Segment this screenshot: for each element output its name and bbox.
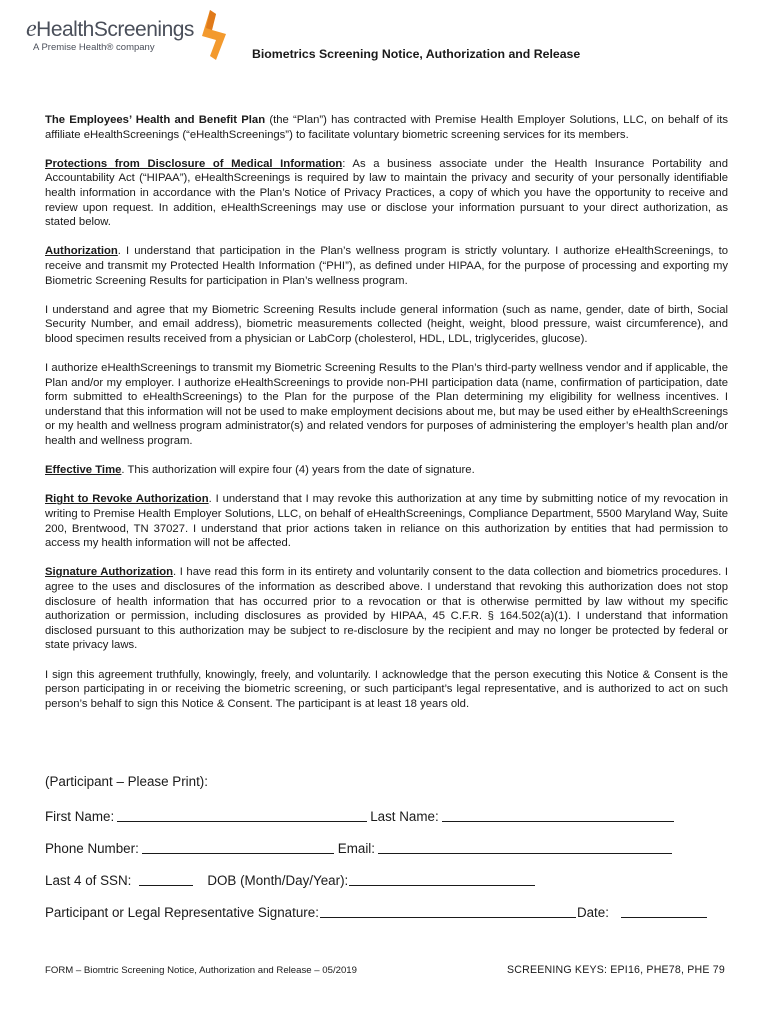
signature-row [45,903,710,920]
signature-field[interactable] [320,903,576,918]
form-identifier: FORM – Biomtric Screening Notice, Authorization and Release – 05/2019 [45,965,357,976]
agreement-paragraph: I sign this agreement truthfully, knowingly, freely, and voluntarily. I acknowledge that the person executing this Notice & Consent is the person participating in or receiving the biometric screening, or such participant’s legal representative, and is authorized to act on such person’s behalf to sign this Notice & Consent. The participant is at least 18 years old. [45,668,728,710]
contact-row [45,839,675,856]
form-instruction-text: (Participant – Please Print): [45,774,208,789]
plan-name: The Employees’ Health and Benefit Plan [45,114,266,126]
form-instruction [45,774,208,789]
ssn-field[interactable] [139,871,193,886]
effective-heading: Effective Time [45,464,122,477]
logo-wordmark-rest: HealthScreenings [36,18,194,41]
dob-label: DOB (Month/Day/Year): [207,873,349,888]
signature-authorization-text: . I have read this form in its entirety and voluntarily consent to the data collection and biometrics procedures. I agree to the uses and disclosures of the information as described above. I understand that revoking this authorization does not stop disclosure of health information that has occurred prior to a revocation or that is otherwise permitted by law without my specific authorization or permission, including disclosures as provided by HIPAA, 45 C.F.R. § 164.502(a)(1). I understand that information disclosed pursuant to this authorization may be subject to re-disclosure by the recipient and may no longer be protected by federal or state privacy laws. [45,566,728,652]
protections-text: : As a business associate under the Health Insurance Portability and Accountability Act (“HIPAA”), eHealthScreenings is required by law to maintain the privacy and security of your personally identifiable health information in accordance with the Plan’s Notice of Privacy Practices, a copy of which you have the opportunity to receive and review upon request. In addition, eHealthScreenings may use or disclose your information pursuant to your direct authorization, as stated below. [45,157,728,229]
phone-field[interactable] [142,839,334,854]
signature-label: Participant or Legal Representative Signature: [45,905,319,920]
intro-paragraph [45,113,728,142]
phone-label: Phone Number: [45,841,139,856]
revoke-paragraph [45,492,728,550]
effective-paragraph [45,463,728,478]
dob-field[interactable] [349,871,535,886]
intro-text: (the “Plan”) has contracted with Premise Health Employer Solutions, LLC, on behalf of its affiliate eHealthScreenings (“eHealthScreenings”) to facilitate voluntary biometric screening services for its members. [45,114,728,141]
date-field[interactable] [621,903,707,918]
last-name-label: Last Name: [370,809,439,824]
results-paragraph: I understand and agree that my Biometric Screening Results include general information (such as name, gender, date of birth, Social Security Number, and email address), biometric measurements collected (height, weight, blood pressure, waist circumference), and blood specimen results received from a physician or LabCorp (cholesterol, HDL, LDL, triglycerides, glucose). [45,303,728,345]
protections-paragraph [45,157,728,230]
ssn-label: Last 4 of SSN: [45,873,132,888]
document-title: Biometrics Screening Notice, Authorization and Release [252,47,581,61]
first-name-label: First Name: [45,809,115,824]
revoke-heading: Right to Revoke Authorization [45,493,209,506]
screening-keys: SCREENING KEYS: EPI16, PHE78, PHE 79 [507,964,725,976]
name-row [45,807,677,824]
signature-authorization-heading: Signature Authorization [45,566,174,579]
date-label: Date: [576,905,609,920]
protections-heading: Protections from Disclosure of Medical Information [45,157,343,170]
notice-body [45,113,728,726]
signature-authorization-paragraph [45,565,728,653]
effective-text: . This authorization will expire four (4) years from the date of signature. [121,464,475,477]
logo-swoosh-icon [186,8,236,63]
ehealthscreenings-logo [26,8,216,60]
authorization-text: . I understand that participation in the Plan’s wellness program is strictly voluntary. I authorize eHealthScreenings, to receive and transmit my Protected Health Information (“PHI”), as defined under HIPAA, for the purpose of processing and exporting my Biometric Screening Results for participation in Plan’s wellness program. [45,245,728,287]
logo-wordmark-e: e [26,16,37,42]
last-name-field[interactable] [442,807,674,822]
identity-row [45,871,538,888]
first-name-field[interactable] [117,807,367,822]
email-label: Email: [337,841,376,856]
authorization-heading: Authorization [45,245,118,258]
email-field[interactable] [378,839,672,854]
revoke-text: . I understand that I may revoke this authorization at any time by submitting notice of my revocation in writing to Premise Health Employer Solutions, LLC, on behalf of eHealthScreenings, Compliance Department, 5500 Maryland Way, Suite 200, Brentwood, TN 37027. I understand that prior actions taken in reliance on this authorization by entities that had permission to access my health information will not be affected. [45,493,728,550]
transmit-paragraph: I authorize eHealthScreenings to transmit my Biometric Screening Results to the Plan’s third-party wellness vendor and if applicable, the Plan and/or my employer. I authorize eHealthScreenings to provide non-PHI participation data (name, confirmation of participation, date form submitted to eHealthScreenings) to the Plan for the purpose of the Plan determining my eligibility for wellness incentives. I understand that this information will not be used to make employment decisions about me, but may be used either by eHealthScreenings or my health and wellness program administrator(s) and related vendors for purposes of administering the employer’s health plan and/or health and wellness program. [45,362,728,448]
authorization-paragraph [45,244,728,288]
logo-wordmark [26,16,194,43]
logo-tagline: A Premise Health® company [33,42,155,53]
